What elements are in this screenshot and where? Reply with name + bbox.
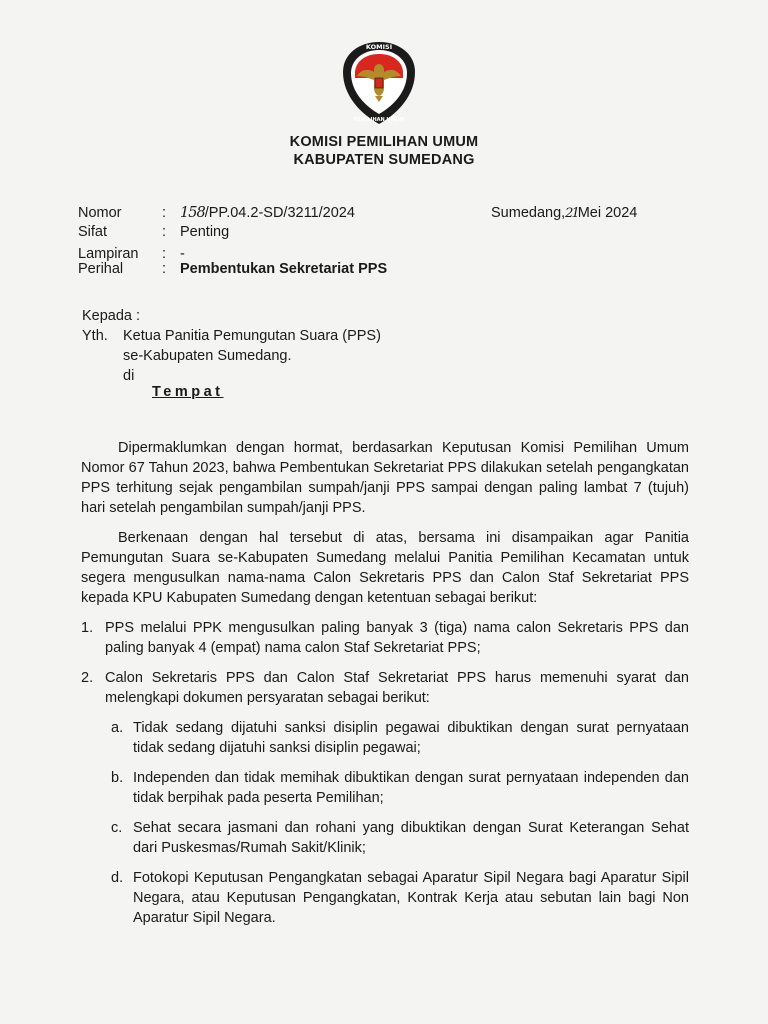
list-item: [81, 618, 689, 658]
perihal-colon: :: [162, 261, 167, 277]
recipient-region: se-Kabupaten Sumedang.: [123, 348, 292, 364]
logo-text-bottom: PEMILIHAN UMUM: [353, 117, 405, 123]
recipient-block: [82, 306, 381, 386]
sifat-value: Penting: [180, 224, 230, 240]
date-rest: Mei 2024: [577, 205, 638, 221]
sub-list: [81, 718, 689, 928]
requirements-list: [81, 618, 689, 928]
logo-text-top: KOMISI: [365, 43, 393, 51]
perihal-label: Perihal: [78, 261, 124, 277]
date-day-handwritten: 21: [565, 206, 578, 221]
nomor-handwritten: 158: [180, 205, 205, 221]
list-item: [81, 668, 689, 708]
sub-item-letter: b.: [111, 770, 124, 786]
kpu-logo: [339, 40, 419, 126]
lampiran-value: -: [180, 246, 185, 262]
letter-date: [491, 205, 637, 221]
org-name-line2: KABUPATEN SUMEDANG: [293, 152, 475, 168]
di-label: di: [123, 368, 135, 384]
nomor-label: Nomor: [78, 205, 122, 221]
sub-item-letter: a.: [111, 720, 124, 736]
letter-body: [81, 438, 689, 938]
lampiran-colon: :: [162, 246, 167, 262]
perihal-value: Pembentukan Sekretariat PPS: [180, 261, 388, 277]
sub-list-item: [105, 718, 689, 758]
sub-item-text: Tidak sedang dijatuhi sanksi disiplin pegawai dibuktikan dengan surat pernyataan tidak sedang dijatuhi sanksi disiplin pegawai;: [133, 720, 689, 756]
list-item-number: 1.: [81, 620, 94, 636]
sub-list-item: [105, 818, 689, 858]
kepada-line: Kepada :: [82, 308, 141, 324]
org-name-line1: KOMISI PEMILIHAN UMUM: [289, 134, 479, 150]
nomor-colon: :: [162, 205, 167, 221]
body-paragraph-1: Dipermaklumkan dengan hormat, berdasarkan Keputusan Komisi Pemilihan Umum Nomor 67 Tahun 2023, bahwa Pembentukan Sekretariat PPS dilakukan setelah pengangkatan PPS terhitung sejak pengambilan sumpah/janji PPS sampai dengan paling lambat 7 (tujuh) hari setelah pengambilan sumpah/janji PPS.: [81, 440, 689, 516]
recipient-name: Ketua Panitia Pemungutan Suara (PPS): [123, 328, 381, 344]
nomor-suffix: /PP.04.2-SD/3211/2024: [204, 205, 355, 221]
recipient-line2: [82, 346, 292, 366]
list-item-number: 2.: [81, 670, 94, 686]
sifat-colon: :: [162, 224, 167, 240]
sub-item-letter: c.: [111, 820, 123, 836]
sub-item-text: Independen dan tidak memihak dibuktikan dengan surat pernyataan independen dan tidak berpihak pada peserta Pemilihan;: [133, 770, 689, 806]
sub-item-letter: d.: [111, 870, 124, 886]
sub-item-text: Sehat secara jasmani dan rohani yang dibuktikan dengan Surat Keterangan Sehat dari Puskesmas/Rumah Sakit/Klinik;: [133, 820, 689, 856]
date-place: Sumedang,: [491, 205, 566, 221]
lampiran-label: Lampiran: [78, 246, 139, 262]
recipient-line1: [82, 326, 381, 346]
list-item-text: Calon Sekretaris PPS dan Calon Staf Sekretariat PPS harus memenuhi syarat dan melengkapi dokumen persyaratan sebagai berikut:: [105, 670, 689, 706]
sub-list-item: [105, 768, 689, 808]
sifat-label: Sifat: [78, 224, 108, 240]
list-item-text: PPS melalui PPK mengusulkan paling banyak 3 (tiga) nama calon Sekretaris PPS dan paling banyak 4 (empat) nama calon Staf Sekretariat PPS;: [105, 620, 689, 656]
tempat-label: Tempat: [152, 384, 224, 400]
di-line: [82, 366, 140, 386]
nomor-value: [180, 205, 355, 221]
sub-list-item: [105, 868, 689, 928]
body-paragraph-2: Berkenaan dengan hal tersebut di atas, bersama ini disampaikan agar Panitia Pemungutan Suara se-Kabupaten Sumedang melalui Panitia Pemilihan Kecamatan untuk segera mengusulkan nama-nama Calon Sekretaris PPS dan Calon Staf Sekretariat PPS kepada KPU Kabupaten Sumedang dengan ketentuan sebagai berikut:: [81, 530, 689, 606]
sub-item-text: Fotokopi Keputusan Pengangkatan sebagai Aparatur Sipil Negara bagi Aparatur Sipil Negara, atau Keputusan Pengangkatan, Kontrak Kerja atau sebutan lain bagi Non Aparatur Sipil Negara.: [133, 870, 689, 926]
yth-label: Yth.: [82, 328, 108, 344]
